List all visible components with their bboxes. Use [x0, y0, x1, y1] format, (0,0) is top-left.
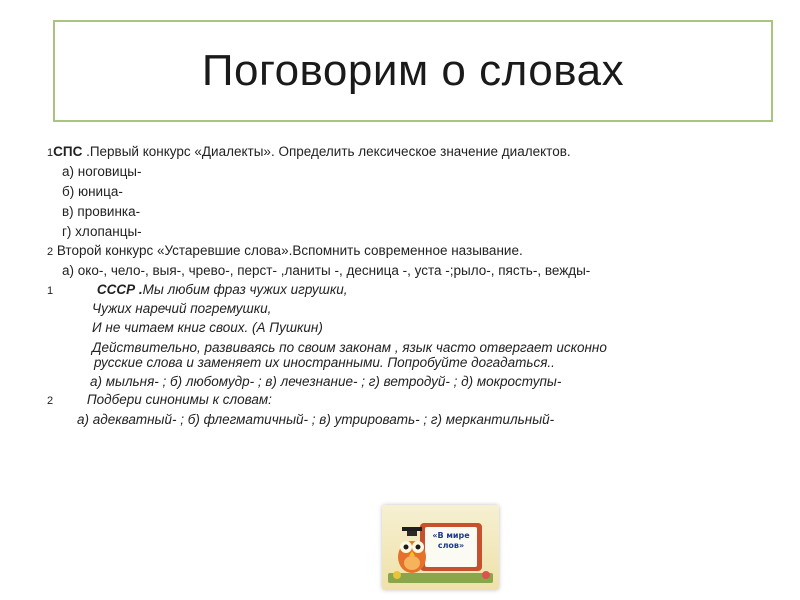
explanation-line-2: [94, 354, 555, 372]
item-text: .Первый конкурс «Диалекты». Определить лексическое значение диалектов.: [82, 144, 571, 159]
slide-title: Поговорим о словах: [201, 46, 625, 95]
owl-drawing: [382, 505, 499, 590]
item-text: Действительно, развиваясь по своим законам , язык часто отвергает исконно: [92, 340, 607, 355]
item-text: а) мыльня- ; б) любомудр- ; в) лечезнание- ; г) ветродуй- ; д) мокроступы-: [90, 374, 562, 389]
item-text: Подбери синонимы к словам:: [86, 392, 272, 407]
item-number: 1: [47, 147, 54, 159]
item-strong: СССР .: [96, 282, 143, 297]
item-text: б) юница-: [62, 184, 123, 199]
contest-4-line: [47, 391, 272, 410]
item-text: Чужих наречий погремушки,: [92, 301, 272, 316]
item-text: а) адекватный- ; б) флегматичный- ; в) утрировать- ; г) меркантильный-: [77, 412, 555, 427]
item-number: 1: [47, 285, 54, 297]
board-caption-2: слов»: [437, 541, 465, 550]
item-text: а) око-, чело-, выя-, чрево-, перст- ,ланиты -, десница -, уста -;рыло-, пясть-, вежды-: [62, 263, 591, 278]
contest-3-line: [47, 281, 347, 300]
item-text: И не читаем книг своих. (А Пушкин): [92, 320, 323, 335]
board-caption: «В мире: [432, 531, 470, 540]
cap-top: [402, 527, 422, 531]
flower-2: [482, 571, 490, 579]
item-text: Мы любим фраз чужих игрушки,: [142, 282, 348, 297]
dialect-b: [62, 183, 123, 201]
poem-line-3: [92, 319, 323, 337]
item-text: в) провинка-: [62, 204, 141, 219]
item-text: русские слова и заменяет их иностранными. Попробуйте догадаться..: [94, 355, 555, 370]
contest-2-line: [47, 242, 523, 261]
grass: [388, 573, 493, 583]
item-strong: СПС: [53, 144, 83, 159]
synonyms-line: [77, 411, 554, 429]
item-number: 2: [47, 395, 54, 407]
dialect-d: [62, 223, 142, 241]
contest-1-line: [47, 143, 571, 162]
cap-base: [407, 531, 417, 536]
owl-illustration: [382, 505, 499, 590]
item-text: Второй конкурс «Устаревшие слова».Вспомнить современное называние.: [53, 243, 523, 258]
owl-belly: [404, 556, 420, 570]
old-words-line: [90, 373, 561, 391]
owl-pupil-left: [404, 545, 409, 550]
item-text: г) хлопанцы-: [62, 224, 142, 239]
item-number: 2: [47, 246, 54, 258]
flower: [393, 571, 401, 579]
dialect-a: [62, 163, 142, 181]
item-text: а) ноговицы-: [62, 164, 142, 179]
poem-line-2: [92, 300, 271, 318]
archaic-words: [62, 262, 590, 280]
dialect-c: [62, 203, 140, 221]
owl-pupil-right: [416, 545, 421, 550]
